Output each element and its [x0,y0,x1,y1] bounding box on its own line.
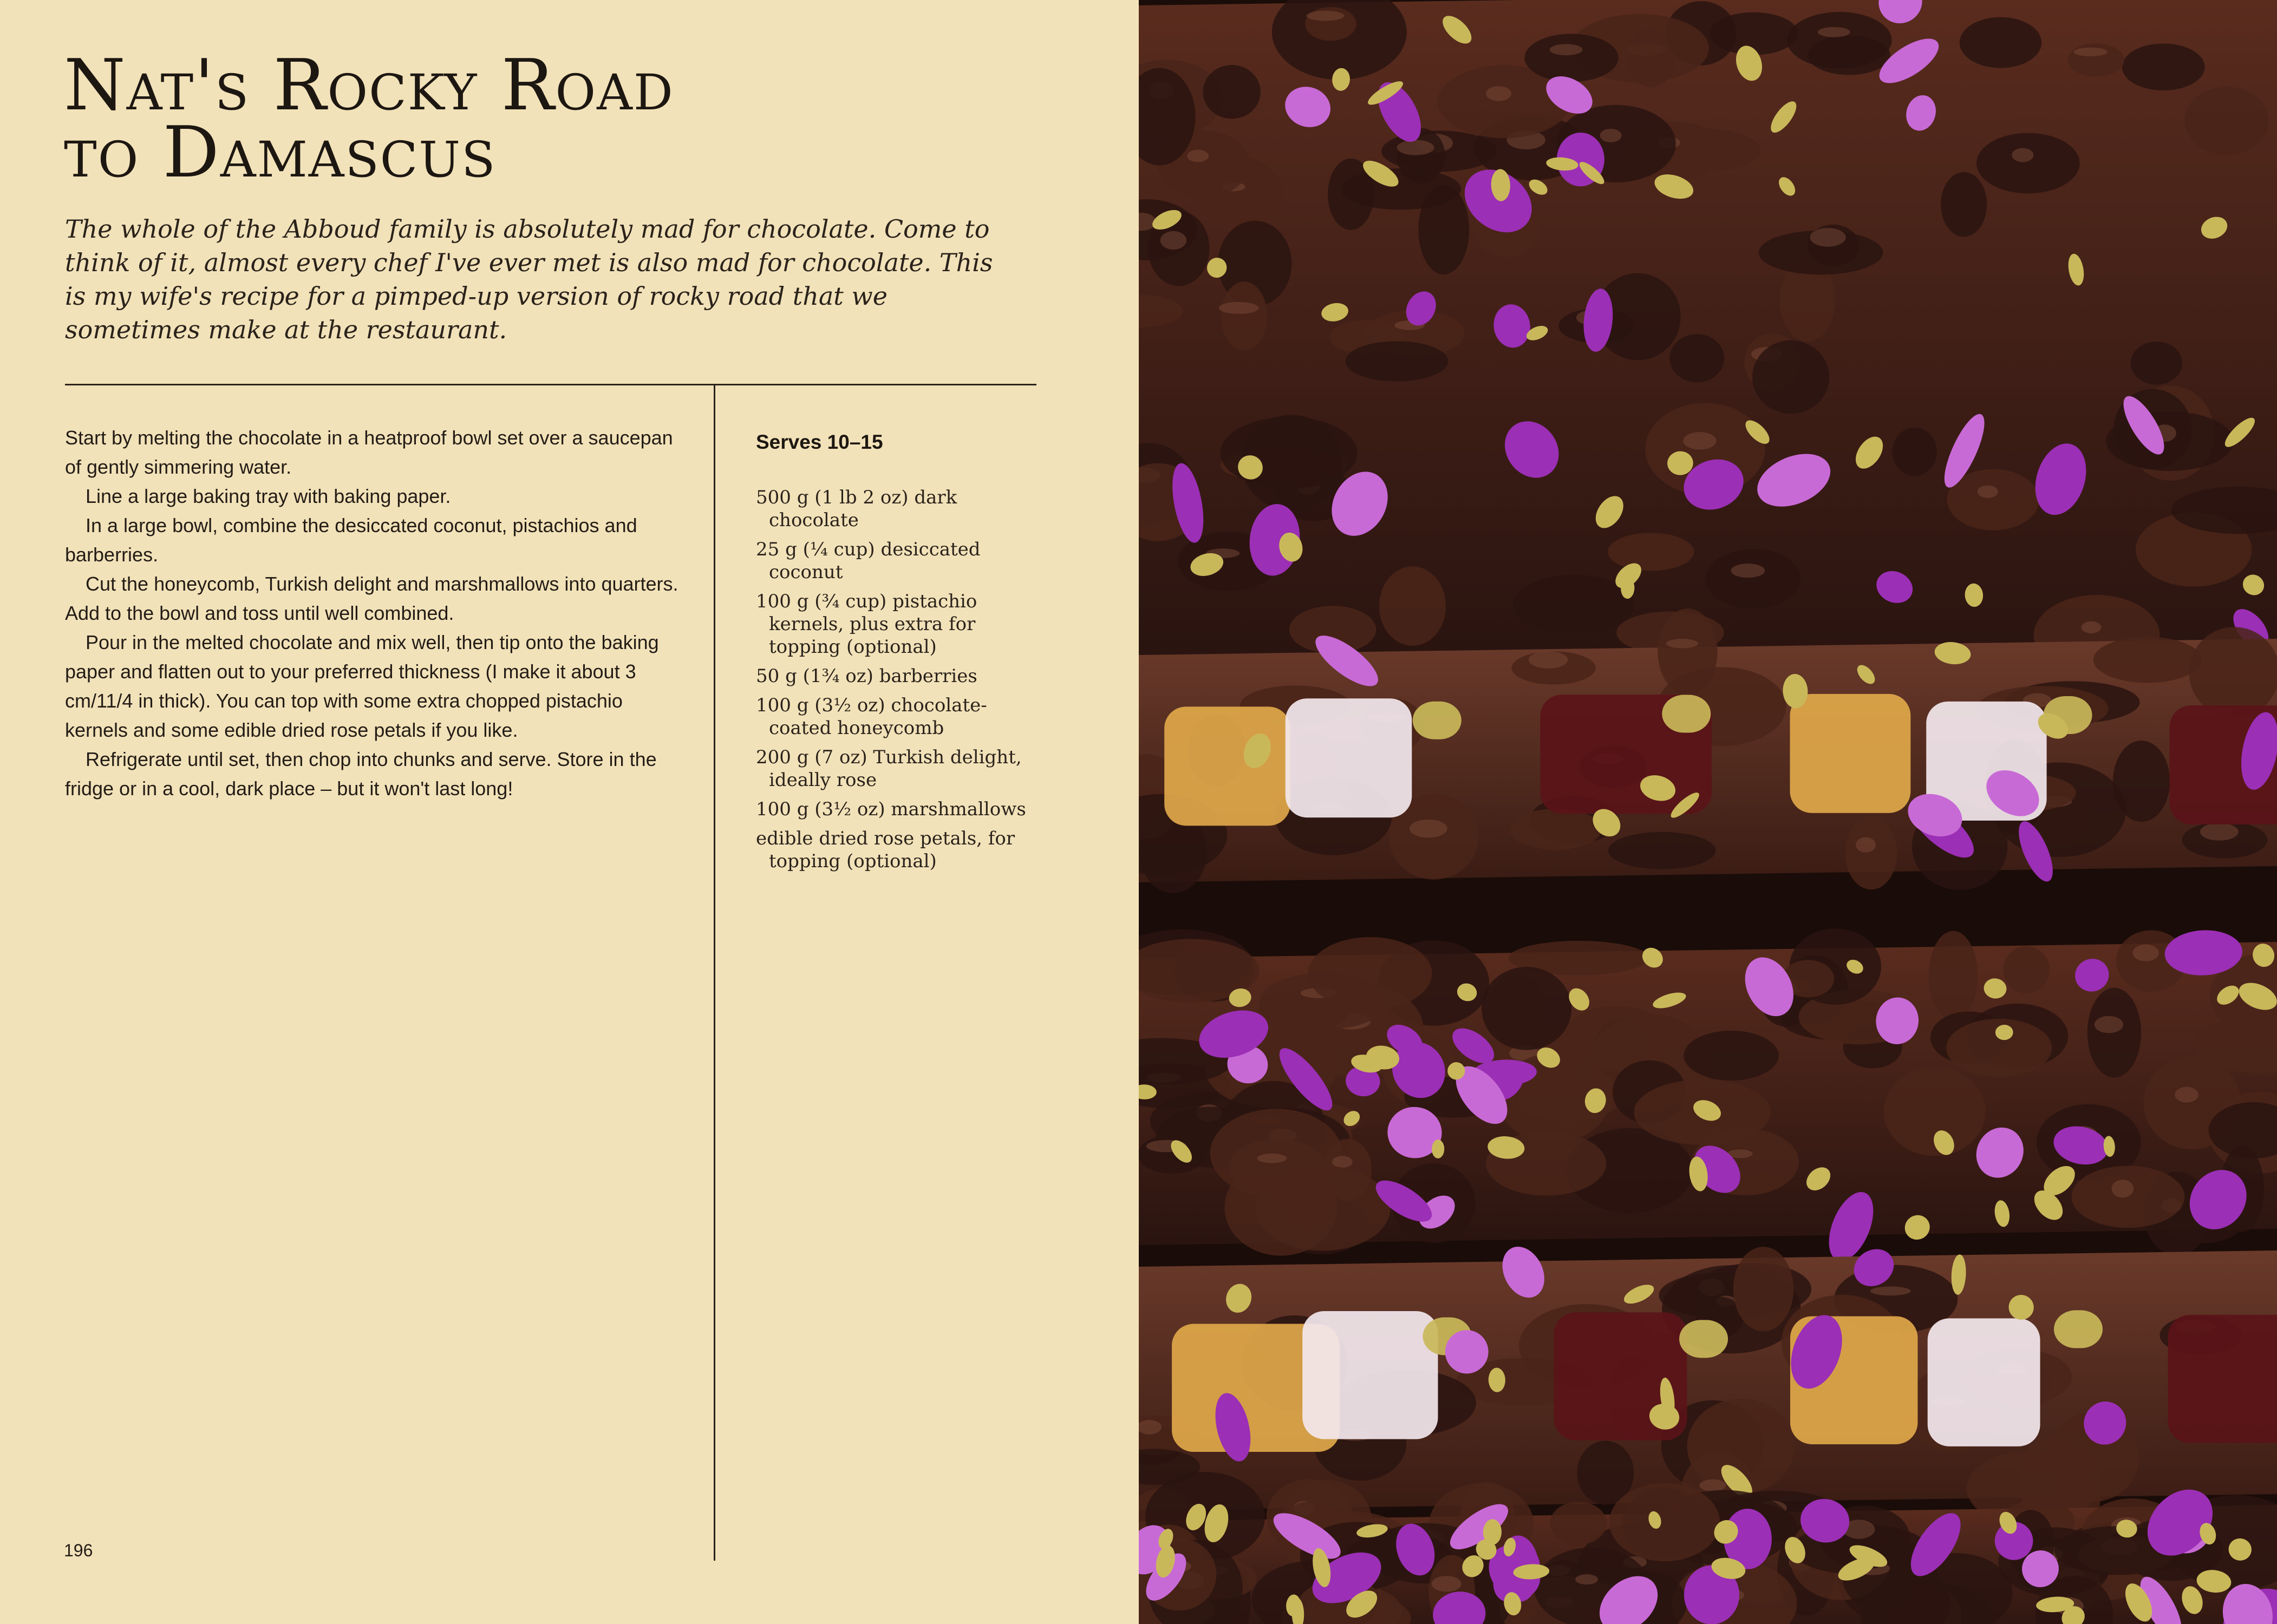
chocolate-highlight [1575,1574,1598,1584]
chocolate-lump [1929,931,1978,1021]
chocolate-highlight [1600,129,1622,142]
chocolate-lump [2071,1165,2184,1228]
recipe-title-line-1: Nat's Rocky Road [64,44,674,126]
inclusion-piece [1302,1311,1438,1439]
chocolate-highlight [1731,564,1765,578]
chocolate-lump [2189,627,2277,717]
chocolate-lump [1669,334,1724,382]
chocolate-highlight [1856,837,1876,853]
chocolate-lump [1941,172,1987,237]
inclusion-piece [2168,1315,2277,1443]
page-number: 196 [64,1541,93,1560]
chocolate-highlight [1683,432,1716,450]
method-step: In a large bowl, combine the desiccated coconut, pistachios and barberries. [65,514,637,566]
method-step: Cut the honeycomb, Turkish delight and marshmallows into quarters. Add to the bowl and toss until well combined. [65,573,678,624]
chocolate-lump [1787,12,1891,68]
chocolate-highlight [2012,148,2033,162]
horizontal-divider [65,384,1036,385]
chocolate-highlight [1978,486,1998,498]
inclusion-piece [1928,1318,2040,1446]
ingredient-item: 200 g (7 oz) Turkish delight, ideally rose [756,746,1022,791]
chocolate-lump [2106,411,2234,471]
serves-label: Serves 10–15 [756,431,883,453]
chocolate-lump [1752,340,1829,414]
chocolate-highlight [1818,27,1850,37]
chocolate-highlight [1810,228,1845,246]
chocolate-highlight [2082,621,2102,633]
chocolate-lump [1550,1502,1607,1544]
ingredient-item: edible dried rose petals, for topping (optional) [756,828,1015,872]
ingredient-item: 100 g (3½ oz) marshmallows [756,798,1026,820]
chocolate-lump [1379,566,1446,646]
chocolate-lump [1524,34,1619,82]
chocolate-lump [1256,1165,1391,1250]
chocolate-highlight [1529,651,1568,669]
chocolate-highlight [1307,11,1345,21]
chocolate-lump [1221,281,1267,351]
inclusion-piece [2054,1310,2103,1348]
chocolate-lump [1608,533,1694,571]
chocolate-highlight [1188,149,1209,162]
chocolate-highlight [2111,1180,2134,1197]
ingredient-item: 100 g (¾ cup) pistachio kernels, plus extra for topping (optional) [756,591,977,658]
inclusion-piece [1679,1320,1728,1358]
chocolate-highlight [2175,1087,2198,1103]
chocolate-lump [1609,1483,1720,1562]
column-divider [714,385,715,1561]
chocolate-highlight [2074,48,2108,56]
chocolate-lump [1482,967,1571,1050]
method-step: Refrigerate until set, then chop into chunks and serve. Store in the fridge or in a cool, dark place – but it won't last long! [65,748,657,800]
chocolate-highlight [2095,1016,2123,1033]
recipe-title [64,44,930,193]
ingredient-item: 100 g (3½ oz) chocolate-coated honeycomb [756,695,987,739]
chocolate-highlight [2200,823,2239,840]
inclusion-piece [1790,694,1911,813]
chocolate-highlight [1550,44,1583,55]
chocolate-highlight [2133,945,2159,961]
chocolate-lump [1733,1247,1793,1331]
inclusion-piece [1164,706,1290,826]
method-step: Line a large baking tray with baking paper. [86,485,451,507]
chocolate-lump [2122,43,2205,90]
chocolate-lump [1418,185,1469,274]
chocolate-highlight [1257,1154,1287,1163]
rocky-road-illustration [1139,0,2277,1624]
chocolate-lump [1960,17,2042,68]
chocolate-lump [1976,133,2080,194]
chocolate-lump [2184,87,2268,155]
method-text [65,423,682,803]
chocolate-lump [2131,342,2182,385]
ingredient-item: 500 g (1 lb 2 oz) dark chocolate [756,487,957,531]
chocolate-highlight [1666,639,1699,648]
chocolate-lump [2087,988,2141,1078]
chocolate-highlight [1699,1479,1726,1491]
chocolate-lump [1658,608,1717,695]
chocolate-lump [1345,341,1448,381]
chocolate-lump [1510,809,1602,850]
method-step: Pour in the melted chocolate and mix well, then tip onto the baking paper and flatten out to your preferred thickness (I make it about 3 cm/11/4 in thick). You can top with some extra chopped pistachio kernels and some edible dried rose petals if you like. [65,631,659,741]
inclusion-piece [1286,698,1412,817]
chocolate-highlight [1219,302,1259,314]
ingredients-list [756,486,1038,879]
chocolate-lump [1845,816,1897,889]
chocolate-highlight [1332,1156,1353,1168]
ingredient-item: 25 g (¼ cup) desiccated coconut [756,539,981,583]
chocolate-highlight [1397,140,1434,155]
recipe-intro: The whole of the Abboud family is absolutely mad for chocolate. Come to think of it, almost every chef I've ever met is also mad for chocolate. This is my wife's recipe for a pimped-up version of rocky road that we sometimes make at the restaurant. [65,214,993,344]
inclusion-piece [1413,702,1462,739]
chocolate-highlight [1160,231,1186,250]
chocolate-lump [1892,428,1936,476]
rocky-road-photo [1139,0,2277,1624]
recipe-title-line-2: to Damascus [64,111,497,193]
chocolate-highlight [1870,1286,1911,1295]
chocolate-lump [1308,937,1432,1010]
method-step: Start by melting the chocolate in a heatproof bowl set over a saucepan of gently simmering water. [65,427,673,478]
chocolate-lump [1684,1031,1778,1081]
chocolate-highlight [1410,820,1447,838]
chocolate-lump [1203,65,1261,119]
chocolate-lump [1221,417,1358,489]
chocolate-lump [2003,946,2050,993]
chocolate-highlight [1486,86,1511,101]
inclusion-piece [1662,695,1711,733]
chocolate-lump [1710,12,1798,55]
chocolate-lump [1608,832,1716,869]
chocolate-highlight [1432,1576,1462,1592]
chocolate-lump [1706,549,1800,609]
ingredient-item: 50 g (1¾ oz) barberries [756,665,977,687]
chocolate-lump [2093,637,2202,683]
